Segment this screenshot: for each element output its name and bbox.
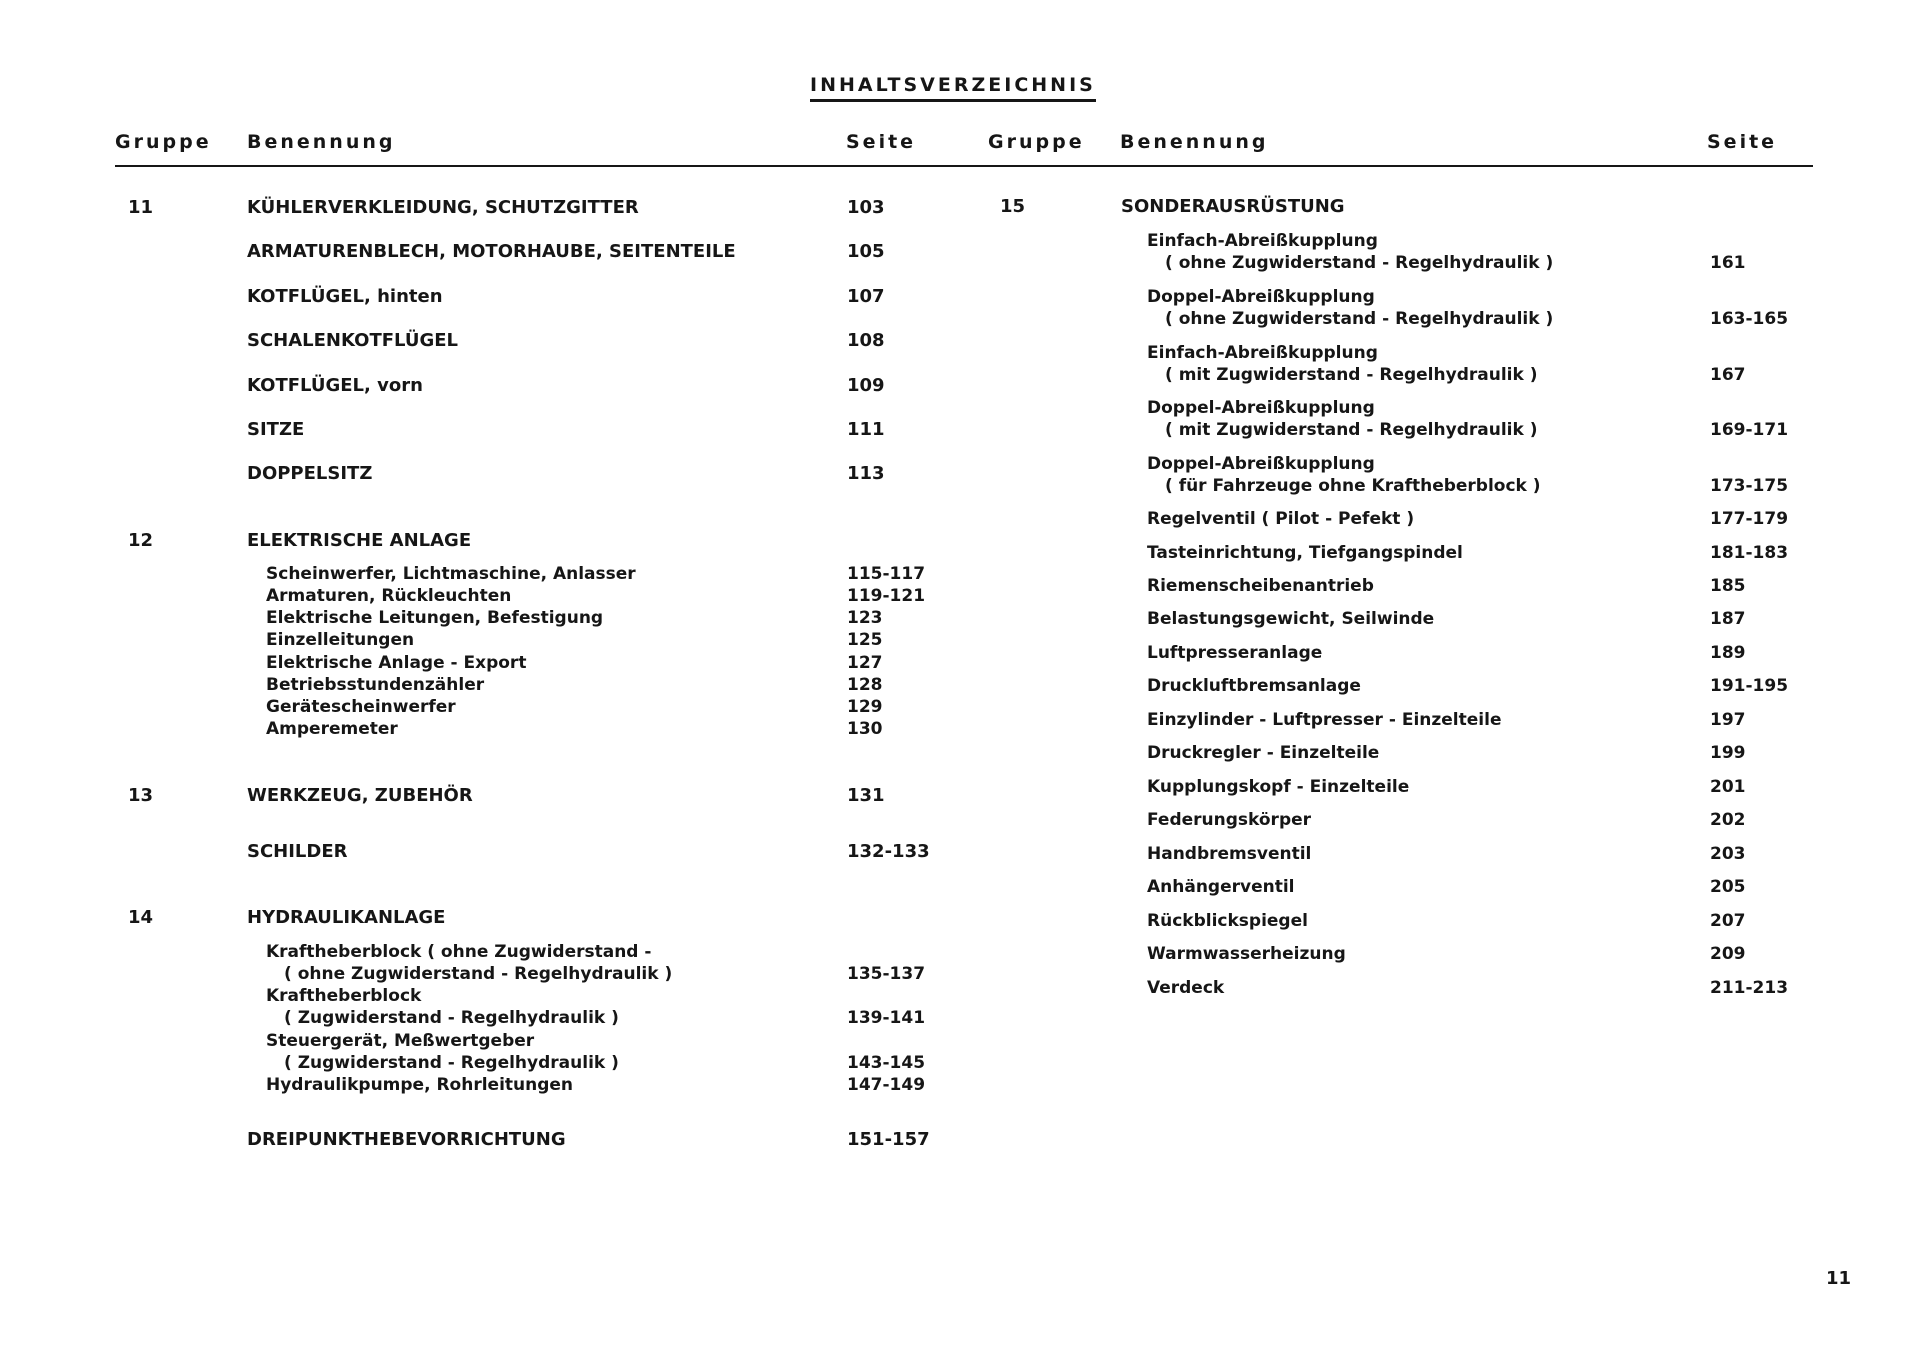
toc-entry: Handbremsventil: [1147, 844, 1312, 864]
toc-entry: Kraftheberblock: [266, 986, 422, 1006]
group-heading: HYDRAULIKANLAGE: [247, 907, 446, 928]
toc-entry: Einfach-Abreißkupplung: [1147, 231, 1378, 251]
group-number-14: 14: [128, 907, 154, 928]
toc-entry: Luftpresseranlage: [1147, 643, 1323, 663]
toc-page: 167: [1710, 365, 1746, 385]
toc-page: 139-141: [847, 1008, 926, 1028]
toc-page: 119-121: [847, 586, 926, 606]
toc-page: 103: [847, 197, 885, 218]
toc-entry: Amperemeter: [266, 719, 398, 739]
toc-entry: KÜHLERVERKLEIDUNG, SCHUTZGITTER: [247, 197, 639, 218]
toc-page: 189: [1710, 643, 1746, 663]
toc-entry: Doppel-Abreißkupplung: [1147, 287, 1375, 307]
toc-page: 163-165: [1710, 309, 1789, 329]
toc-entry: Federungskörper: [1147, 810, 1312, 830]
header-seite-right: Seite: [1707, 131, 1778, 153]
toc-entry: Einzelleitungen: [266, 630, 415, 650]
toc-page: 209: [1710, 944, 1746, 964]
toc-page: 111: [847, 419, 885, 440]
toc-page: 105: [847, 241, 885, 262]
toc-page: 177-179: [1710, 509, 1789, 529]
toc-entry: Riemenscheibenantrieb: [1147, 576, 1374, 596]
header-gruppe-left: Gruppe: [115, 131, 212, 153]
toc-entry: Armaturen, Rückleuchten: [266, 586, 512, 606]
toc-page: 135-137: [847, 964, 926, 984]
toc-entry: Einfach-Abreißkupplung: [1147, 343, 1378, 363]
toc-entry: KOTFLÜGEL, hinten: [247, 286, 443, 307]
toc-page: 202: [1710, 810, 1746, 830]
toc-page: 123: [847, 608, 883, 628]
toc-entry: Steuergerät, Meßwertgeber: [266, 1031, 535, 1051]
toc-entry: Tasteinrichtung, Tiefgangspindel: [1147, 543, 1463, 563]
toc-entry: Warmwasserheizung: [1147, 944, 1346, 964]
toc-entry: SCHILDER: [247, 841, 348, 862]
header-rule: [115, 165, 1813, 167]
toc-entry: Rückblickspiegel: [1147, 911, 1308, 931]
toc-page: 205: [1710, 877, 1746, 897]
header-benennung-left: Benennung: [247, 131, 396, 153]
toc-page: 147-149: [847, 1075, 926, 1095]
toc-page: 161: [1710, 253, 1746, 273]
toc-page: 185: [1710, 576, 1746, 596]
toc-entry: ( Zugwiderstand - Regelhydraulik ): [284, 1008, 619, 1028]
toc-page: 127: [847, 653, 883, 673]
toc-entry: SCHALENKOTFLÜGEL: [247, 330, 458, 351]
toc-page: 125: [847, 630, 883, 650]
toc-entry: Elektrische Leitungen, Befestigung: [266, 608, 604, 628]
group-heading: ELEKTRISCHE ANLAGE: [247, 530, 472, 551]
group-number-15: 15: [1000, 196, 1026, 217]
toc-entry: Doppel-Abreißkupplung: [1147, 398, 1375, 418]
toc-page: 109: [847, 375, 885, 396]
toc-page: 129: [847, 697, 883, 717]
toc-page: 207: [1710, 911, 1746, 931]
group-number-12: 12: [128, 530, 154, 551]
toc-page: 191-195: [1710, 676, 1789, 696]
toc-page: 108: [847, 330, 885, 351]
toc-page: 201: [1710, 777, 1746, 797]
toc-page: 115-117: [847, 564, 926, 584]
toc-entry: Regelventil ( Pilot - Pefekt ): [1147, 509, 1415, 529]
toc-entry: DREIPUNKTHEBEVORRICHTUNG: [247, 1129, 566, 1150]
toc-entry: ( ohne Zugwiderstand - Regelhydraulik ): [1165, 309, 1554, 329]
toc-page: 169-171: [1710, 420, 1789, 440]
toc-entry: KOTFLÜGEL, vorn: [247, 375, 423, 396]
toc-page: 107: [847, 286, 885, 307]
toc-entry: Kraftheberblock ( ohne Zugwiderstand -: [266, 942, 652, 962]
toc-page: 132-133: [847, 841, 930, 862]
toc-entry: Hydraulikpumpe, Rohrleitungen: [266, 1075, 574, 1095]
toc-entry: WERKZEUG, ZUBEHÖR: [247, 785, 473, 806]
toc-entry: Anhängerventil: [1147, 877, 1295, 897]
group-heading: SONDERAUSRÜSTUNG: [1121, 196, 1345, 217]
toc-page: 131: [847, 785, 885, 806]
toc-entry: Druckluftbremsanlage: [1147, 676, 1361, 696]
toc-entry: ARMATURENBLECH, MOTORHAUBE, SEITENTEILE: [247, 241, 736, 262]
toc-entry: Betriebsstundenzähler: [266, 675, 485, 695]
toc-page: 128: [847, 675, 883, 695]
toc-entry: ( Zugwiderstand - Regelhydraulik ): [284, 1053, 619, 1073]
toc-page: 151-157: [847, 1129, 930, 1150]
toc-entry: Kupplungskopf - Einzelteile: [1147, 777, 1410, 797]
toc-entry: Gerätescheinwerfer: [266, 697, 456, 717]
group-number-11: 11: [128, 197, 154, 218]
toc-page: 130: [847, 719, 883, 739]
toc-page: 211-213: [1710, 978, 1789, 998]
toc-page: 197: [1710, 710, 1746, 730]
header-seite-left: Seite: [846, 131, 917, 153]
toc-page: 203: [1710, 844, 1746, 864]
toc-page: 113: [847, 463, 885, 484]
toc-entry: SITZE: [247, 419, 305, 440]
toc-entry: Scheinwerfer, Lichtmaschine, Anlasser: [266, 564, 636, 584]
toc-page: 181-183: [1710, 543, 1789, 563]
toc-entry: DOPPELSITZ: [247, 463, 373, 484]
header-gruppe-right: Gruppe: [988, 131, 1085, 153]
toc-entry: Einzylinder - Luftpresser - Einzelteile: [1147, 710, 1502, 730]
toc-entry: Druckregler - Einzelteile: [1147, 743, 1380, 763]
toc-entry: Belastungsgewicht, Seilwinde: [1147, 609, 1435, 629]
toc-entry: Verdeck: [1147, 978, 1225, 998]
toc-entry: ( ohne Zugwiderstand - Regelhydraulik ): [284, 964, 673, 984]
toc-entry: ( mit Zugwiderstand - Regelhydraulik ): [1165, 420, 1538, 440]
header-benennung-right: Benennung: [1120, 131, 1269, 153]
toc-page: 199: [1710, 743, 1746, 763]
page-title: INHALTSVERZEICHNIS: [810, 74, 1096, 102]
toc-entry: ( für Fahrzeuge ohne Kraftheberblock ): [1165, 476, 1541, 496]
toc-page: 187: [1710, 609, 1746, 629]
toc-page: 173-175: [1710, 476, 1789, 496]
toc-entry: ( ohne Zugwiderstand - Regelhydraulik ): [1165, 253, 1554, 273]
page-number: 11: [1826, 1268, 1852, 1289]
toc-entry: Elektrische Anlage - Export: [266, 653, 527, 673]
toc-entry: ( mit Zugwiderstand - Regelhydraulik ): [1165, 365, 1538, 385]
toc-page: 143-145: [847, 1053, 926, 1073]
toc-entry: Doppel-Abreißkupplung: [1147, 454, 1375, 474]
group-number-13: 13: [128, 785, 154, 806]
